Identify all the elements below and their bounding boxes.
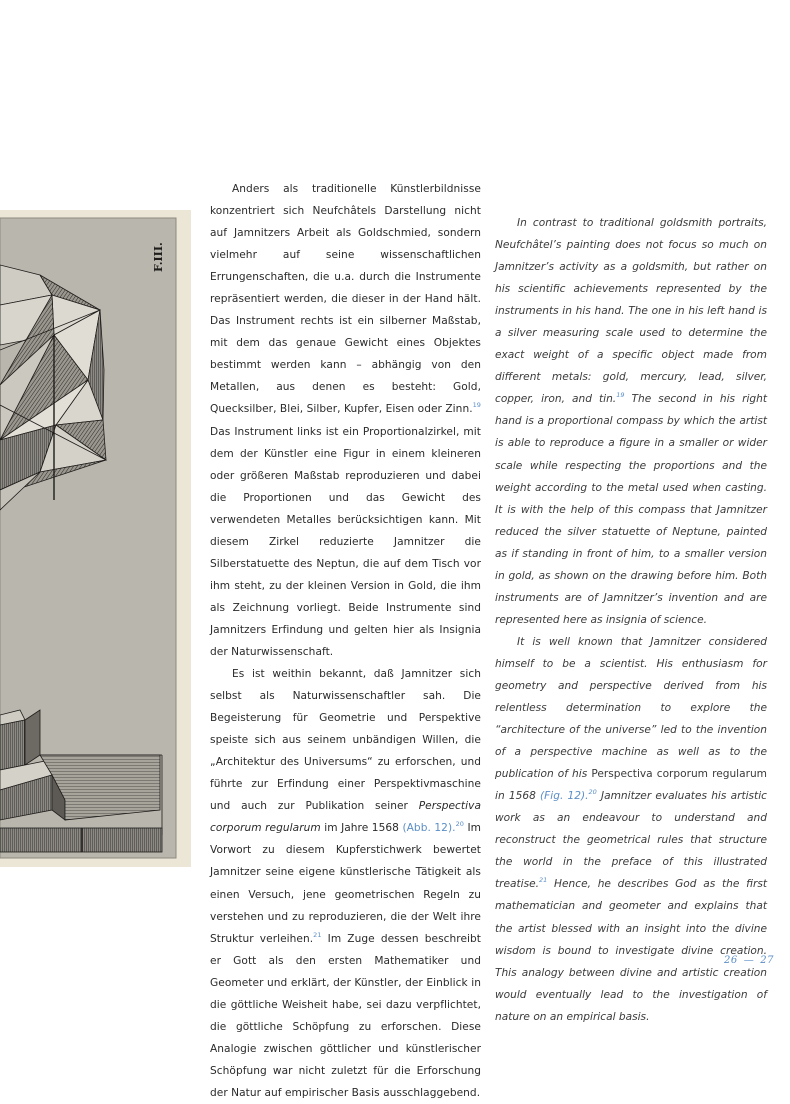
plate-label: F.III. [152, 242, 165, 272]
english-paragraph-2 [495, 631, 767, 1028]
text-run: Im Zuge dessen beschreibt er Gott als den ersten Mathematiker und Geometer und erklärt, der Künstler, der Einblick in die göttliche Weisheit habe, sei dazu verpflichtet, die göttliche Schöpfung zu erforschen. Diese Analogie zwischen göttlicher und künstlerischer Schöpfung war nicht zuletzt für die Erforschung der Natur auf empirischer Basis ausschlaggebend. [210, 932, 481, 1099]
text-run: Jamnitzer evaluates his artistic work as an endeavour to understand and reconstruct the geometrical rules that structure the world in the preface of this illustrated treatise. [495, 790, 767, 891]
text-run: Das Instrument links ist ein Proportionalzirkel, mit dem der Künstler eine Figur in einem kleineren oder größeren Maßstab reproduzieren und dabei die Proportionen und das Gewicht des verwendeten Metalles berücksichtigen kann. Mit diesem Zirkel reduzierte Jamnitzer die Silberstatuette des Neptun, die auf dem Tisch vor ihm steht, zu der kleinen Version in Gold, die ihm als Zeichnung vorliegt. Beide Instrumente sind Jamnitzers Erfindung und gelten hier als Insignia der Naturwissenschaft. [210, 425, 481, 658]
german-paragraph-2 [210, 663, 481, 1104]
text-run: Es ist weithin bekannt, daß Jamnitzer sich selbst als Naturwissenschaftler sah. Die Begeisterung für Geometrie und Perspektive speiste sich aus seinem unbändigen Willen, die „Architektur des Universums“ zu erforschen, und führte zur Erfindung einer Perspektivmaschine und auch zur Publikation seiner [210, 668, 481, 813]
text-run: In contrast to traditional goldsmith portraits, Neufchâtel’s painting does not focus so much on Jamnitzer’s activity as a goldsmith, but rather on his scientific achievements represented by the instruments in his hand. The one in his left hand is a silver measuring scale used to determine the exact weight of a specific object made from different metals: gold, mercury, lead, silver, copper, iron, and tin. [495, 217, 767, 406]
engraving-figure [0, 210, 191, 867]
footnote-ref-20[interactable]: 20 [455, 820, 464, 829]
footnote-ref-19[interactable]: 19 [472, 401, 481, 410]
figure-reference-link[interactable]: (Fig. 12). [540, 790, 589, 803]
footnote-ref-20[interactable]: 20 [588, 788, 597, 797]
page-number-left: 26 [724, 955, 738, 966]
book-title: Perspectiva corporum regularum [591, 768, 767, 781]
page-number-separator: — [743, 955, 755, 966]
figure-reference-link[interactable]: (Abb. 12). [402, 822, 456, 835]
page-numbers [724, 955, 774, 966]
footnote-ref-21[interactable]: 21 [539, 876, 548, 885]
footnote-ref-19[interactable]: 19 [616, 391, 625, 400]
text-run: The second in his right hand is a proportional compass by which the artist is able to reproduce a figure in a smaller or wider scale while respecting the proportions and the weight according to the metal used when casting. It is with the help of this compass that Jamnitzer reduced the silver statuette of Neptune, painted as if standing in front of him, to a smaller version in gold, as shown on the drawing before him. Both instruments are of Jamnitzer’s invention and are represented here as insignia of science. [495, 393, 767, 626]
text-run: im Jahre 1568 [320, 822, 403, 835]
text-run: Im Vorwort zu diesem Kupferstichwerk bewertet Jamnitzer seine eigene künstlerische Tätigkeit als einen Versuch, jene geometrischen Regeln zu verstehen und zu reproduzieren, die der Welt ihre Struktur verleihen. [210, 822, 481, 945]
text-run: in 1568 [495, 790, 541, 803]
text-run: Hence, he describes God as the first mathematician and geometer and explains that the artist blessed with an insight into the divine wisdom is bound to investigate divine creation. This analogy between divine and artistic creation would eventually lead to the investigation of nature on an empirical basis. [495, 878, 767, 1023]
english-text-column [495, 212, 767, 1028]
english-paragraph-1 [495, 212, 767, 631]
text-run: It is well known that Jamnitzer considered himself to be a scientist. His enthusiasm for geometry and perspective derived from his relentless determination to explore the “architecture of the universe” led to the invention of a perspective machine as well as to the publication of his [495, 635, 767, 781]
german-text-column [210, 178, 481, 1104]
book-title: Perspectiva corporum regularum [210, 800, 481, 835]
footnote-ref-21[interactable]: 21 [313, 930, 322, 939]
text-run: Anders als traditionelle Künstlerbildnisse konzentriert sich Neufchâtels Darstellung nicht auf Jamnitzers Arbeit als Goldschmied, sondern vielmehr auf seine wissenschaftlichen Errungenschaften, die u.a. durch die Instrumente repräsentiert werden, die dieser in der Hand hält. Das Instrument rechts ist ein silberner Maßstab, mit dem das genaue Gewicht eines Objektes bestimmt werden kann – abhängig von den Metallen, aus denen es besteht: Gold, Quecksilber, Blei, Silber, Kupfer, Eisen oder Zinn. [210, 183, 481, 416]
german-paragraph-1 [210, 178, 481, 663]
page-number-right: 27 [760, 955, 774, 966]
polyhedron-engraving [0, 210, 191, 867]
